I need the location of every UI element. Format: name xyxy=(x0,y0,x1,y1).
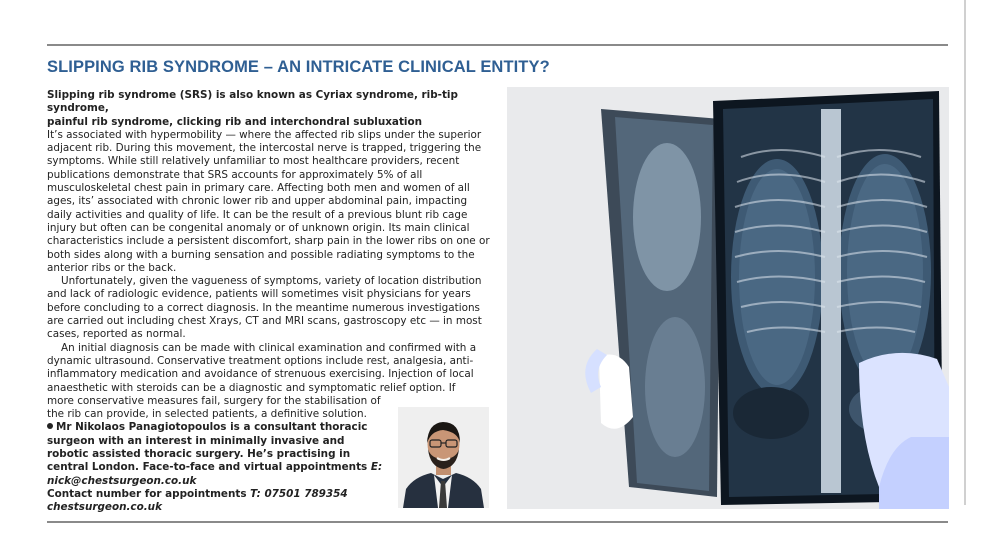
phone-label: Contact number for appointments xyxy=(47,487,247,500)
author-bio xyxy=(47,421,387,514)
paragraph-3a: An initial diagnosis can be made with clinical examination and confirmed with a dynamic ultrasound. Conservative treatment options include rest, analgesia, anti-inflammatory medication and avoidance of strenuous exercising. Injection of local anaesthetic with steroids can be a diagnostic and symptomatic relief option. If xyxy=(47,341,477,394)
email-link[interactable]: nick@chestsurgeon.co.uk xyxy=(47,474,197,487)
paragraph-2: Unfortunately, given the vagueness of symptoms, variety of location distribution and lack of radiologic evidence, patients will sometimes visit physicians for years before concluding to a correct diagnosis. In the meantime numerous investigations are carried out including chest Xrays, CT and MRI scans, gastroscopy etc — in most cases, reported as normal. xyxy=(47,275,482,341)
bullet-icon xyxy=(47,423,53,429)
top-rule xyxy=(47,44,948,46)
intro-lead xyxy=(47,89,494,129)
email-label: E: xyxy=(370,461,383,474)
phone-prefix: T: xyxy=(250,487,261,500)
website-link[interactable]: chestsurgeon.co.uk xyxy=(47,501,162,514)
bio-text: Mr Nikolaos Panagiotopoulos is a consultant thoracic surgeon with an interest in minimally invasive and robotic assisted thoracic surgery. He’s practising in central London. Face-to-face and virtual appointments xyxy=(47,421,368,474)
article-headline: SLIPPING RIB SYNDROME – AN INTRICATE CLINICAL ENTITY? xyxy=(47,58,550,76)
author-photo xyxy=(398,407,489,508)
intro-line-2: painful rib syndrome, clicking rib and interchondral subluxation xyxy=(47,115,423,128)
author-photo-illustration xyxy=(398,407,489,508)
paragraph-3b: more conservative measures fail, surgery for the stabilisation of the rib can provide, in selected patients, a definitive solution. xyxy=(47,394,381,421)
xray-illustration xyxy=(507,87,949,509)
paragraph-1: It’s associated with hypermobility — where the affected rib slips under the superior adjacent rib. During this movement, the intercostal nerve is trapped, triggering the symptoms. While still relatively unfamiliar to most healthcare providers, recent publications demonstrate that SRS accounts for approximately 5% of all musculoskeletal chest pain in primary care. Affecting both men and women of all ages, its’ associated with chronic lower rib and upper abdominal pain, impacting daily activities and quality of life. It can be the result of a previous blunt rib cage injury but often can be congenital anomaly or of unknown origin. Its main clinical characteristics include a persistent discomfort, sharp pain in the lower ribs on one or both sides along with a burning sensation and possible radiating symptoms to the anterior ribs or the back. xyxy=(47,128,490,274)
phone-number[interactable]: 07501 789354 xyxy=(264,487,348,500)
intro-line-1: Slipping rib syndrome (SRS) is also known as Cyriax syndrome, rib-tip syndrome, xyxy=(47,89,458,115)
page-edge-line xyxy=(964,0,966,505)
chest-xray-photo xyxy=(507,87,949,509)
bottom-rule xyxy=(47,521,948,523)
